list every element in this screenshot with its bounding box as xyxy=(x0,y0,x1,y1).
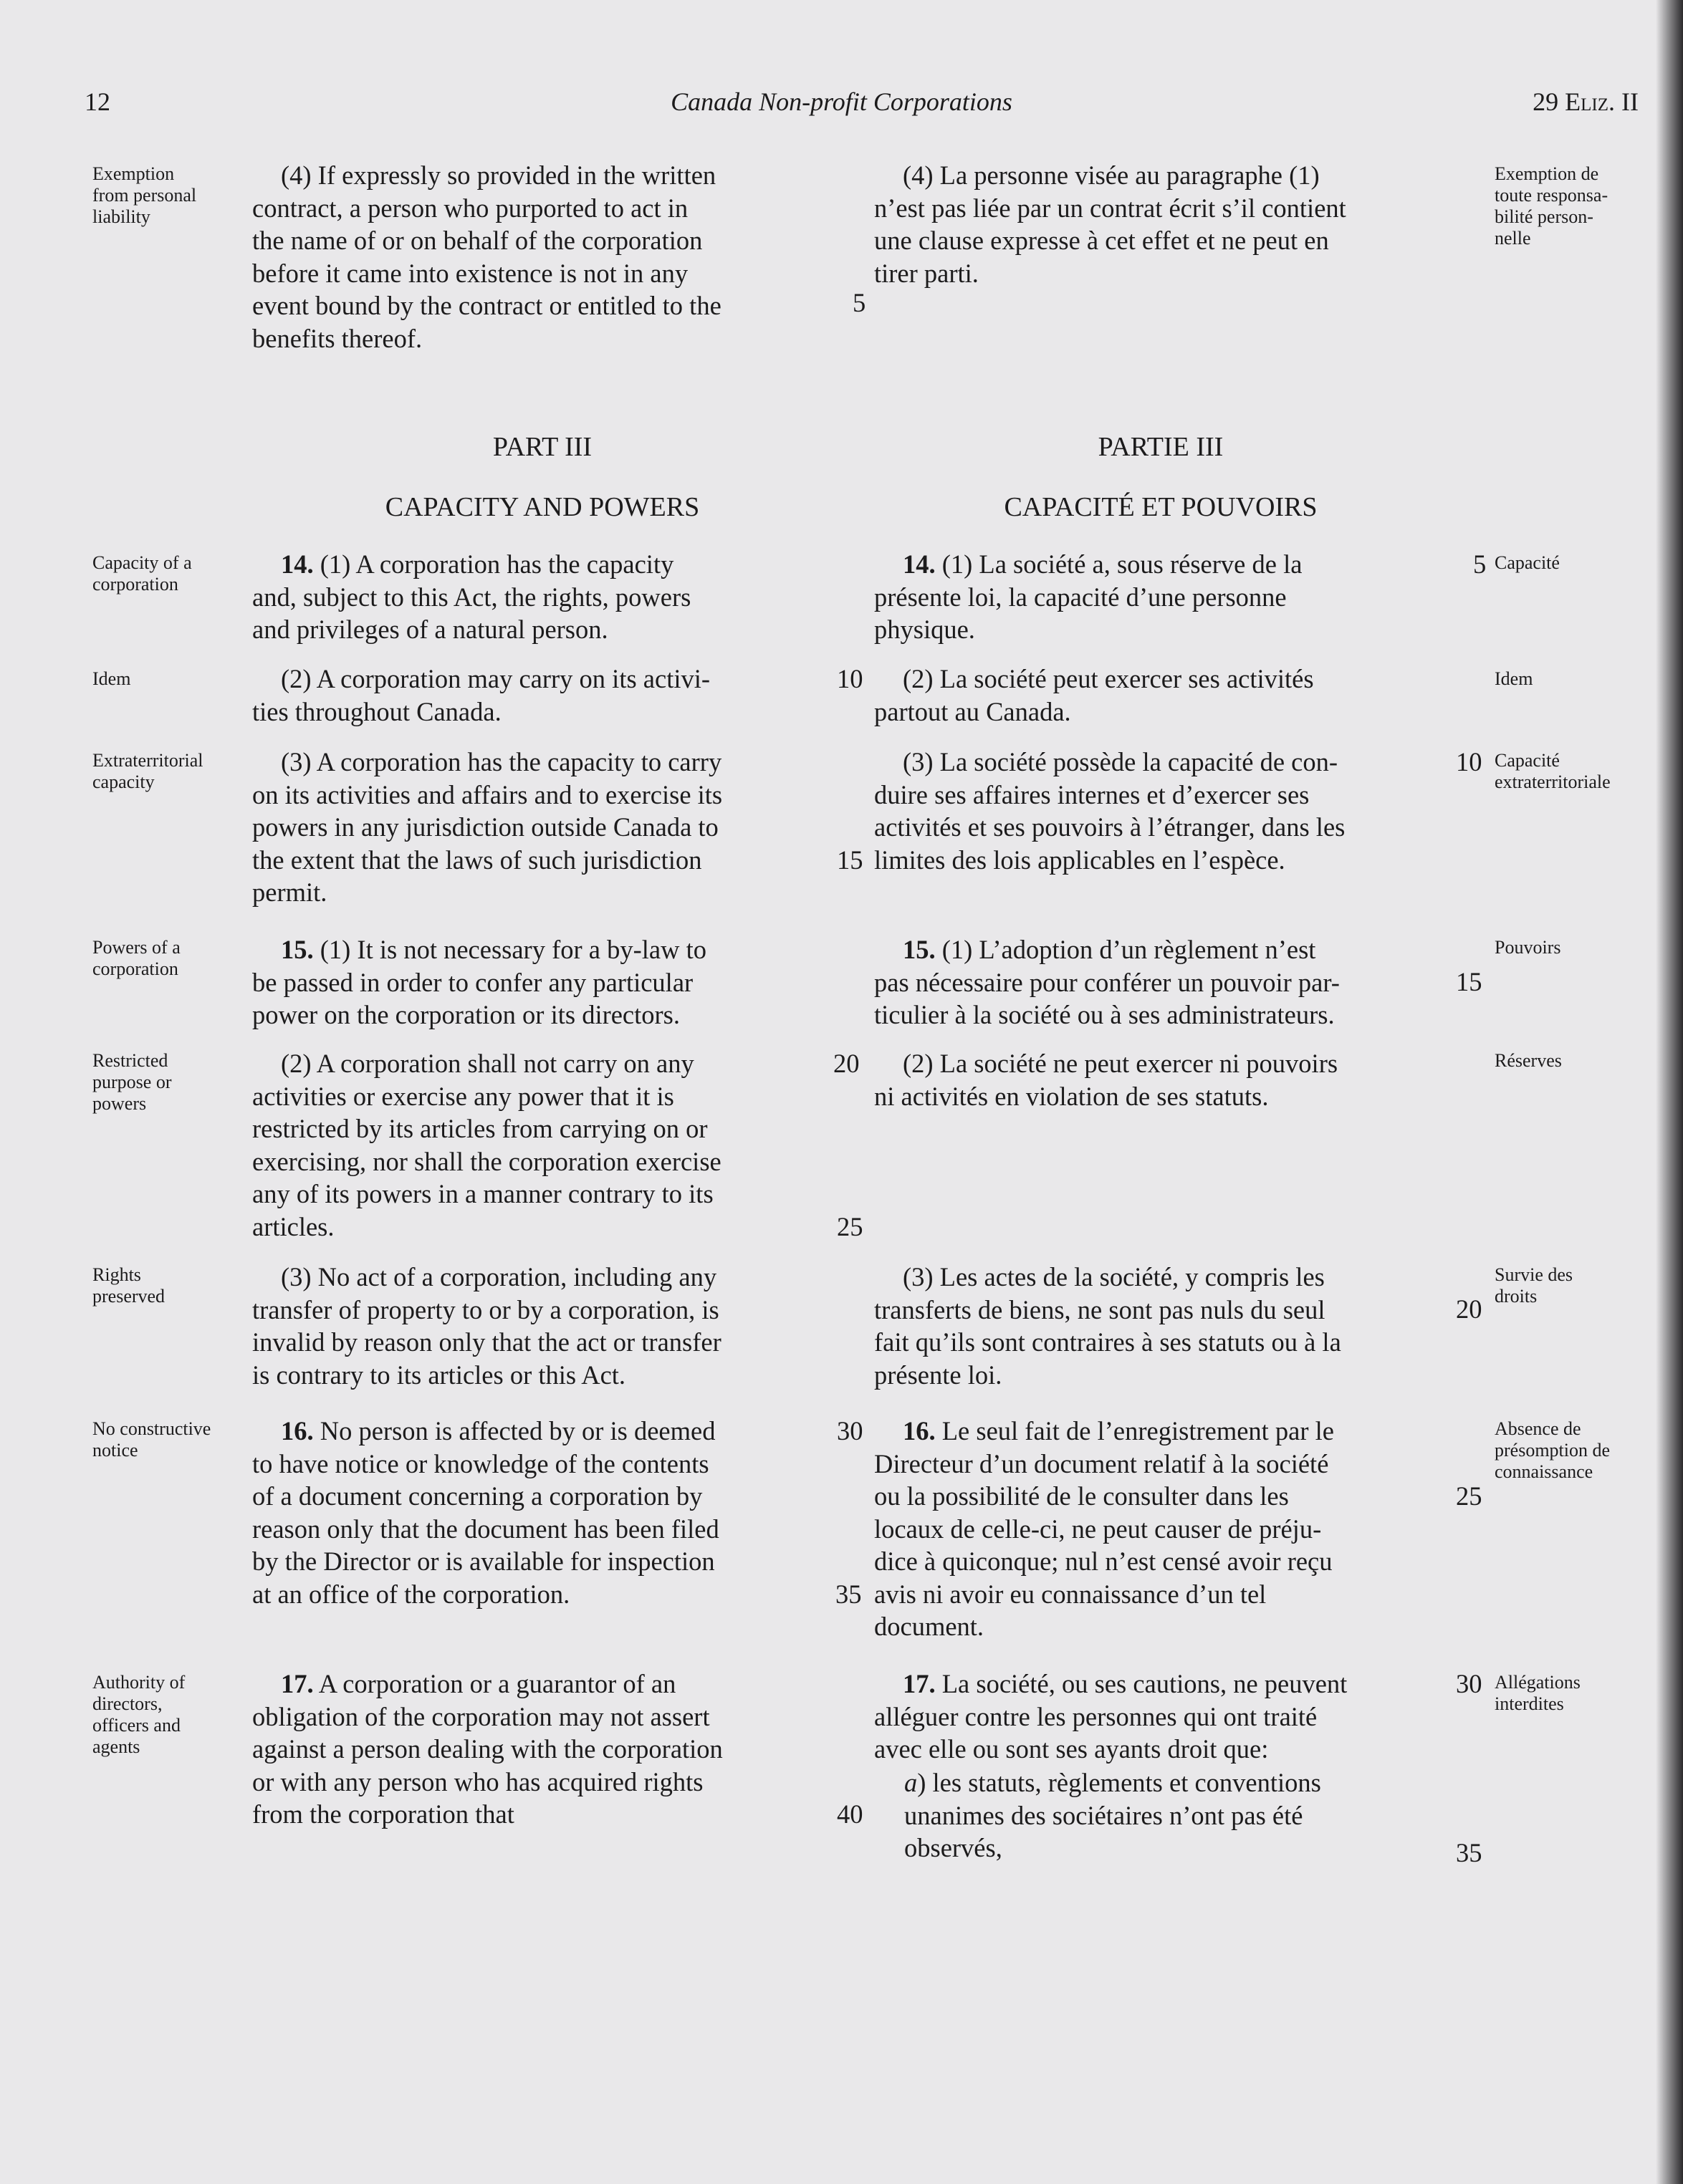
en-s15-3: (3) No act of a corporation, including any transfer of property to or by a corporation, is invalid by reason only that the act or transfer is contrary to its articles or this Act. xyxy=(252,1262,721,1390)
line-number: 35 xyxy=(835,1579,862,1609)
line-number: 15 xyxy=(1456,967,1482,996)
fr-s14-2: (2) La société peut exercer ses activités partout au Canada. xyxy=(874,664,1314,726)
margin-note-capacite: Capacité xyxy=(1495,552,1560,573)
fr-s15-3: (3) Les actes de la société, y compris les transferts de biens, ne sont pas nuls du seul fait qu’ils sont contraires à ses statuts ou à la présente loi. xyxy=(874,1262,1341,1390)
line-number: 10 xyxy=(837,664,863,693)
en-s15-2: (2) A corporation shall not carry on any activities or exercise any power that it is restricted by its articles from carrying on or exercising, nor shall the corporation exercise any of its powers in a manner contrary to its articles. xyxy=(252,1049,721,1241)
margin-note-capacity: Capacity of a corporation xyxy=(92,552,192,595)
line-number: 35 xyxy=(1456,1838,1482,1867)
margin-note-extraterritoriale: Capacité extraterritoriale xyxy=(1495,750,1611,792)
en-s17: 17. A corporation or a guarantor of an obligation of the corporation may not assert against a person dealing with the corporation or with any person who has acquired rights from the corporation that xyxy=(252,1669,723,1829)
fr-s14-3: (3) La société possède la capacité de con- duire ses affaires internes et d’exercer ses activités et ses pouvoirs à l’étranger, dans les limites des lois applicables en l’espèce. xyxy=(874,747,1346,875)
en-s15-1: 15. (1) It is not necessary for a by-law to be passed in order to confer any particular power on the corporation or its directors. xyxy=(252,935,706,1029)
en-part-heading: PART III xyxy=(492,432,593,462)
en-s14-3: (3) A corporation has the capacity to carry on its activities and affairs and to exercise its powers in any jurisdiction outside Canada to the extent that the laws of such jurisdiction permit. xyxy=(252,747,723,907)
en-part-title: CAPACITY AND POWERS xyxy=(385,492,700,522)
margin-note-survie: Survie des droits xyxy=(1495,1264,1573,1307)
page-number: 12 xyxy=(85,87,110,116)
margin-note-idem: Idem xyxy=(92,668,131,689)
fr-s17-a-letter: a xyxy=(904,1768,918,1797)
line-number: 30 xyxy=(837,1416,863,1445)
margin-note-no-notice: No constructive notice xyxy=(92,1418,211,1461)
line-number: 5 xyxy=(1473,549,1487,579)
fr-s16: 16. Le seul fait de l’enregistrement par le Directeur d’un document relatif à la société ou la possibilité de le consulter dans les locaux de celle-ci, ne peut causer de préju- dice à quiconque; nul n’est censé avoir reçu avis ni avoir eu connaissance d’un tel document. xyxy=(874,1416,1335,1641)
fr-s17-number: 17. xyxy=(903,1669,936,1698)
line-number: 5 xyxy=(853,288,866,317)
margin-note-reserves: Réserves xyxy=(1495,1050,1562,1071)
en-s16: 16. No person is affected by or is deemed to have notice or knowledge of the contents of a document concerning a corporation by reason only that the document has been filed by the Director or is available for inspection at an office of the corporation. xyxy=(252,1416,719,1609)
en-s13-4: (4) If expressly so provided in the written contract, a person who purported to act in the name of or on behalf of the corporation before it came into existence is not in any event bound by the contract or entitled to the benefits thereof. xyxy=(252,160,721,353)
regnal-year: 29 Eliz. II xyxy=(1533,87,1639,116)
margin-note-rights: Rights preserved xyxy=(92,1264,166,1307)
fr-s13-4: (4) La personne visée au paragraphe (1) n’est pas liée par un contrat écrit s’il contient une clause expresse à cet effet et ne peut en tirer parti. xyxy=(874,160,1346,288)
en-s14-2: (2) A corporation may carry on its activi- ties throughout Canada. xyxy=(252,664,711,726)
margin-note-restricted: Restricted purpose or powers xyxy=(92,1050,172,1114)
fr-s14-number: 14. xyxy=(903,549,936,579)
line-number: 40 xyxy=(837,1799,863,1829)
line-number: 10 xyxy=(1456,747,1482,776)
fr-s15-1: 15. (1) L’adoption d’un règlement n’est pas nécessaire pour conférer un pouvoir par- ticulier à la société ou à ses administrateurs. xyxy=(874,935,1340,1029)
margin-note-pouvoirs: Pouvoirs xyxy=(1495,937,1561,958)
line-number: 25 xyxy=(1456,1481,1482,1511)
fr-s16-number: 16. xyxy=(903,1416,936,1445)
line-number: 15 xyxy=(837,845,863,875)
fr-s14-1: 14. (1) La société a, sous réserve de la présente loi, la capacité d’une personne physique. xyxy=(874,549,1303,644)
fr-s15-2: (2) La société ne peut exercer ni pouvoirs ni activités en violation de ses statuts. xyxy=(874,1049,1338,1111)
en-s14-1: 14. (1) A corporation has the capacity and, subject to this Act, the rights, powers and privileges of a natural person. xyxy=(252,549,691,644)
fr-part-title: CAPACITÉ ET POUVOIRS xyxy=(1004,492,1318,522)
margin-note-exemption-fr: Exemption de toute responsa- bilité person- nelle xyxy=(1495,163,1608,249)
fr-s17-a: a) les statuts, règlements et conventions unanimes des sociétaires n’ont pas été observés, xyxy=(904,1768,1321,1862)
margin-note-absence: Absence de présomption de connaissance xyxy=(1495,1418,1611,1482)
line-number: 30 xyxy=(1456,1669,1482,1698)
book-gutter-shadow xyxy=(1656,0,1683,2184)
margin-note-allegations: Allégations interdites xyxy=(1495,1672,1581,1714)
margin-note-authority: Authority of directors, officers and agents xyxy=(92,1672,186,1757)
line-number: 25 xyxy=(837,1212,863,1241)
margin-note-exemption: Exemption from personal liability xyxy=(92,163,197,227)
line-number: 20 xyxy=(833,1049,860,1078)
en-s14-number: 14. xyxy=(281,549,314,579)
margin-note-powers: Powers of a corporation xyxy=(92,937,181,979)
en-s17-number: 17. xyxy=(281,1669,314,1698)
line-number: 20 xyxy=(1456,1294,1482,1324)
en-s15-number: 15. xyxy=(281,935,314,964)
fr-s17: 17. La société, ou ses cautions, ne peuvent alléguer contre les personnes qui ont traité avec elle ou sont ses ayants droit que: xyxy=(874,1669,1348,1764)
fr-part-heading: PARTIE III xyxy=(1098,432,1224,462)
fr-s15-number: 15. xyxy=(903,935,936,964)
margin-note-extraterritorial: Extraterritorial capacity xyxy=(92,750,203,792)
margin-note-idem-fr: Idem xyxy=(1495,668,1533,689)
en-s16-number: 16. xyxy=(281,1416,314,1445)
running-title: Canada Non-profit Corporations xyxy=(671,87,1012,116)
